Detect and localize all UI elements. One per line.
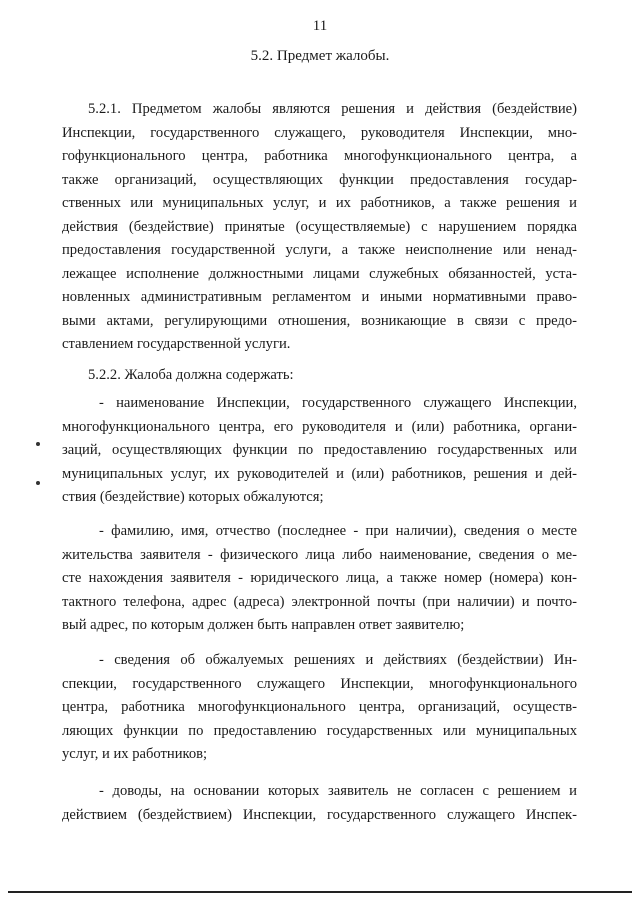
section-title: 5.2. Предмет жалобы. [250,48,390,64]
text-line: - фамилию, имя, отчество (последнее - при наличии), сведения о месте [99,523,577,539]
text-line: выми актами, регулирующими отношения, возникающие в связи с предо- [62,312,577,329]
text-line: лежащее исполнение должностными лицами служебных обязанностей, уста- [62,265,577,282]
text-line: многофункционального центра, его руководителя и (или) работника, органи- [62,418,577,435]
scan-mark [36,481,40,485]
list-item-applicant-info [62,520,577,638]
text-line: услуг, и их работников; [62,746,208,762]
text-line: заций, осуществляющих функции по предоставлению государственных или [62,442,577,458]
text-line: тактного телефона, адрес (адреса) электронной почты (при наличии) и почто- [62,593,577,610]
text-line: новленных административным регламентом и иными нормативными право- [62,289,577,305]
paragraph-5-2-1 [62,98,577,357]
text-line: Инспекции, государственного служащего, руководителя Инспекции, мно- [62,124,577,141]
text-line: действием (бездействием) Инспекции, государственного служащего Инспек- [62,806,577,823]
text-line: 5.2.2. Жалоба должна содержать: [88,367,294,383]
text-line: также организаций, осуществляющих функции предоставления государ- [62,171,577,188]
text-line: ствия (бездействие) которых обжалуются; [62,489,324,505]
text-line: 5.2.1. Предметом жалобы являются решения и действия (бездействие) [88,101,577,117]
text-line: - наименование Инспекции, государственного служащего Инспекции, [99,395,577,411]
text-line: - доводы, на основании которых заявитель не согласен с решением и [99,783,577,799]
text-line: действия (бездействие) принятые (осуществляемые) с нарушением порядка [62,218,577,235]
text-line: - сведения об обжалуемых решениях и действиях (бездействии) Ин- [99,652,577,668]
scan-mark [36,442,40,446]
text-line: ляющих функции по предоставлению государственных или муниципальных [62,722,577,739]
text-line: центра, работника многофункционального центра, организаций, осуществ- [62,699,577,715]
text-line: гофункционального центра, работника многофункционального центра, а [62,148,577,164]
text-line: сте нахождения заявителя - юридического лица, а также номер (номера) кон- [62,570,577,586]
text-line: ственных или муниципальных услуг, и их работников, а также решения и [62,195,577,211]
list-item-name [62,392,577,510]
bottom-rule [8,891,632,893]
text-line: муниципальных услуг, их руководителей и (или) работников, решения и дей- [62,465,577,482]
list-item-decisions [62,649,577,767]
text-line: ставлением государственной услуги. [62,336,291,352]
list-item-arguments [62,780,577,827]
text-line: вый адрес, по которым должен быть направлен ответ заявителю; [62,617,465,633]
paragraph-5-2-2 [62,364,577,388]
text-line: спекции, государственного служащего Инспекции, многофункционального [62,675,577,692]
text-line: жительства заявителя - физического лица либо наименование, сведения о ме- [62,546,577,563]
text-line: предоставления государственной услуги, а также неисполнение или ненад- [62,242,577,258]
page-number: 11 [312,18,328,34]
